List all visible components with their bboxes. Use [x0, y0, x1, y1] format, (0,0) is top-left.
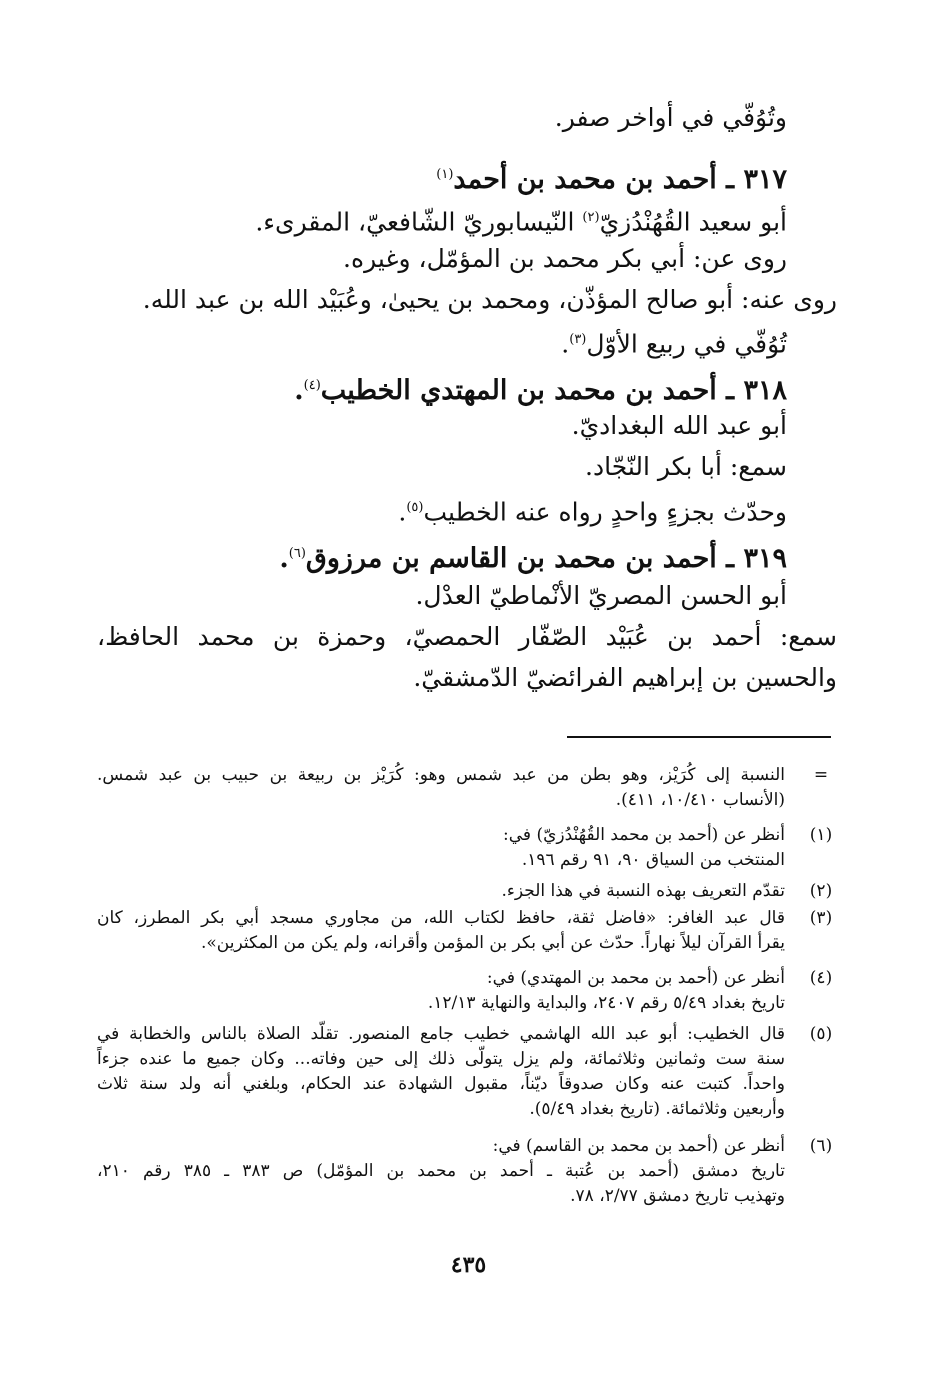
entry-heading-317 [97, 153, 787, 202]
entry-318-heard: سمع: أبا بكر النّجّاد. [585, 452, 787, 481]
entry-heading-text: ٣١٩ ـ أحمد بن محمد بن القاسم بن مرزوق [305, 543, 787, 574]
footnote-text: أنظر عن (أحمد بن محمد بن المهتدي) في: تاريخ بغداد ٥/٤٩ رقم ٢٤٠٧، والبداية والنهاية ١٢/١٣. [427, 968, 785, 1013]
footnote-number: (٢) [809, 881, 833, 901]
footnote-text: أنظر عن (أحمد بن محمد القُهُنْدُزيّ) في: المنتخب من السياق ٩٠، ٩١ رقم ١٩٦. [503, 825, 785, 870]
entry-heading-text: ٣١٧ ـ أحمد بن محمد بن أحمد [453, 164, 787, 195]
entry-317-narrated-from: روى عن: أبي بكر محمد بن المؤمّل، وغيره. [343, 244, 787, 273]
entry-319-heard-line-1: سمع: أحمد بن عُبَيْد الصّفّار الحمصيّ، وحمزة بن محمد الحافظ، [97, 622, 837, 651]
footnote-text: قال عبد الغافر: «فاضل ثقة، حافظ لكتاب الله، من مجاوري مسجد أبي بكر المطرز، كان يقرأ القرآن ليلاً نهاراً. حدّث عن أبي بكر بن المؤمن وأقرانه، ولم يكن من المكثرين». [97, 908, 785, 953]
entry-319-heard-line-2: والحسين بن إبراهيم الفرائضيّ الدّمشقيّ. [413, 663, 837, 692]
footnote-marker: (٥) [406, 500, 424, 515]
footnote-number: (٣) [809, 908, 833, 928]
footnote-number: (١) [809, 825, 833, 845]
footnote-marker: (٣) [569, 332, 587, 347]
footnote-text: أنظر عن (أحمد بن محمد بن القاسم) في: تاريخ دمشق (أحمد بن عُتبة ـ أحمد بن محمد بن المؤمّل) ص ٣٨٣ ـ ٣٨٥ رقم ٢١٠، وتهذيب تاريخ دمشق ٢/٧٧، ٧٨. [97, 1136, 785, 1206]
footnote-number: = [813, 765, 829, 785]
footnote-number: (٥) [809, 1024, 833, 1044]
footnote-separator [567, 736, 831, 738]
narrated-text: وحدّث بجزءٍ واحدٍ رواه عنه الخطيب [423, 497, 787, 527]
footnote-number: (٤) [809, 968, 833, 988]
entry-317-narrated-by: روى عنه: أبو صالح المؤذّن، ومحمد بن يحيىٰ، وعُبَيْد الله بن عبد الله. [142, 285, 837, 314]
footnote-marker: (١) [436, 167, 454, 182]
kunya-nisba: النّيسابوريّ الشّافعيّ، المقرىء. [255, 207, 583, 237]
closing-line-previous-entry: وتُوُفّي في أواخر صفر. [554, 103, 787, 132]
entry-319-kunya: أبو الحسن المصريّ الأنْماطيّ العدْل. [415, 581, 787, 610]
footnote-marker: (٦) [288, 546, 306, 561]
kunya-text: أبو سعيد القُهُنْدُزيّ [599, 207, 787, 237]
entry-heading-319: ٣١٩ ـ أحمد بن محمد بن القاسم بن مرزوق$^{(٦)}$. [279, 543, 787, 574]
footnote-text: النسبة إلى كُرَيْز، وهو بطن من عبد شمس وهو: كُرَيْز بن ربيعة بن حبيب بن عبد شمس. (الأنساب ١٠/٤١٠، ٤١١). [97, 765, 785, 810]
entry-heading-318: ٣١٨ ـ أحمد بن محمد بن المهتدي الخطيب$^{(٤)}$. [294, 375, 787, 406]
death-text: تُوُفّي في ربيع الأوّل [586, 329, 787, 359]
entry-317-kunya [97, 198, 787, 242]
footnote-text: قال الخطيب: أبو عبد الله الهاشمي خطيب جامع المنصور. تقلّد الصلاة بالناس والخطابة في سنة ست وثمانين وثلاثمائة، ولم يزل يتولّى ذلك إلى حين وفاته... وكان جميع ما عنده جزءاً واحداً. كتبت عنه وكان صدوقاً ديّناً، مقبول الشهادة عند الحكام، وبلغني أنه ولد سنة ثلاث وأربعين وثلاثمائة. (تاريخ بغداد ٥/٤٩). [97, 1024, 785, 1119]
entry-318-kunya: أبو عبد الله البغداديّ. [571, 411, 787, 440]
page-number: ٤٣٥ [450, 1252, 487, 1278]
entry-heading-text: ٣١٨ ـ أحمد بن محمد بن المهتدي الخطيب [320, 375, 787, 406]
footnote-marker: (٤) [303, 378, 321, 393]
entry-317-death: تُوُفّي في ربيع الأوّل$^{(٣)}$. [561, 329, 787, 359]
entry-318-narrated: وحدّث بجزءٍ واحدٍ رواه عنه الخطيب$^{(٥)}$. [398, 497, 787, 527]
footnote-number: (٦) [809, 1136, 833, 1156]
footnote-marker: (٢) [582, 210, 600, 225]
footnote-text: تقدّم التعريف بهذه النسبة في هذا الجزء. [501, 881, 785, 901]
